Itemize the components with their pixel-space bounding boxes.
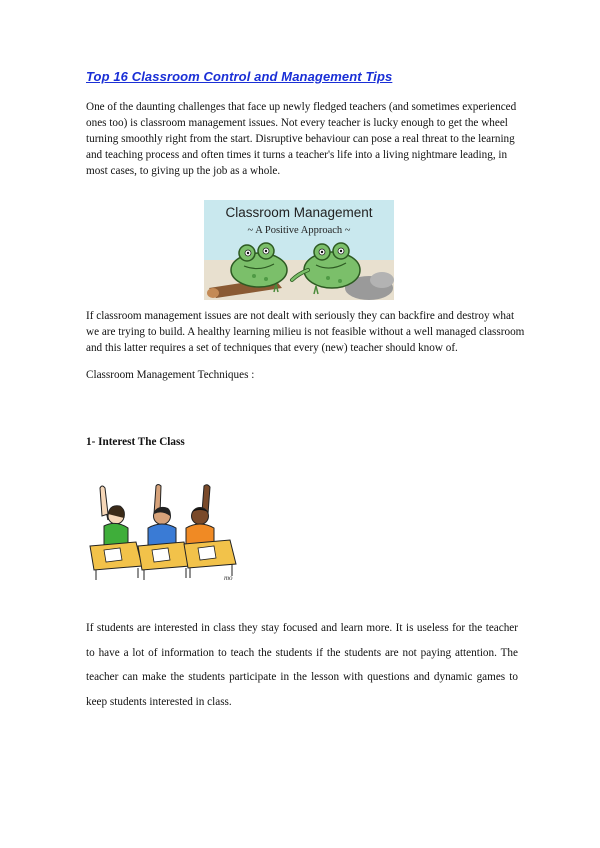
figure2-signature: mo bbox=[224, 574, 233, 582]
document-title[interactable]: Top 16 Classroom Control and Management Tips bbox=[86, 69, 393, 84]
section1-heading: 1- Interest The Class bbox=[86, 436, 185, 448]
figure1-line1: Classroom Management bbox=[225, 205, 373, 220]
figure1-line2: ~ A Positive Approach ~ bbox=[247, 225, 351, 236]
second-paragraph: If classroom management issues are not dealt with seriously they can backfire and destroy what we are trying to build. A healthy learning milieu is not feasible without a well managed classroom and this latter requires a set of techniques that every (new) teacher should know of. bbox=[86, 310, 525, 354]
section1-paragraph: If students are interested in class they stay focused and learn more. It is useless for the teacher to have a lot of information to teach the students if the students are not paying attention. The teacher can make the students participate in the lesson with questions and dynamic games to keep students interested in class. bbox=[86, 622, 518, 708]
techniques-heading: Classroom Management Techniques : bbox=[86, 369, 255, 381]
classroom-management-frogs-illustration bbox=[204, 200, 394, 300]
intro-paragraph: One of the daunting challenges that face up newly fledged teachers (and sometimes experienced ones too) is classroom management issues. Not every teacher is lucky enough to get the wheel turning smoothly right from the start. Disruptive behaviour can pose a real threat to the learning and teaching process and often times it turns a teacher's life into a living nightmare leading, in most cases, to giving up the job as a whole. bbox=[86, 101, 517, 177]
students-raising-hands-illustration bbox=[86, 484, 238, 584]
